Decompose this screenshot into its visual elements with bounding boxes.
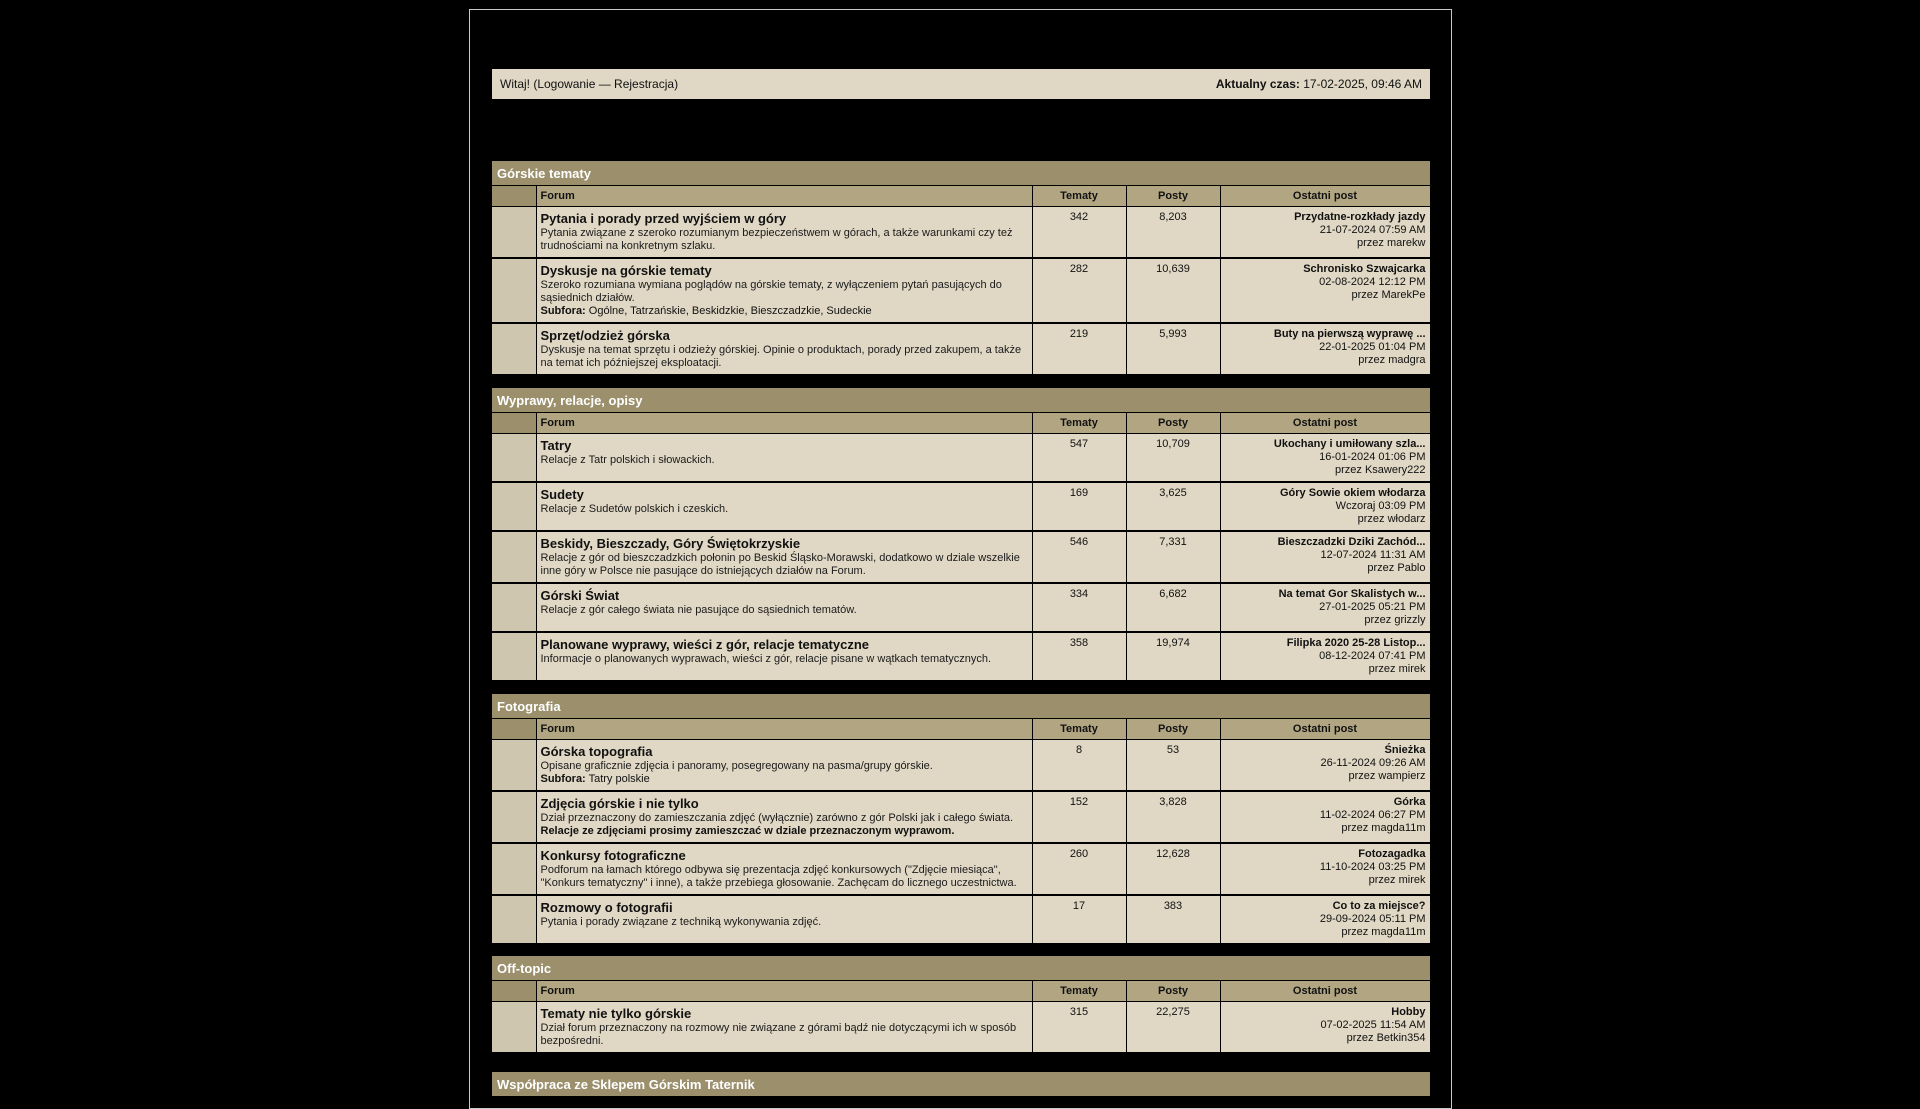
last-post-date: 07-02-2025 11:54 AM — [1320, 1018, 1426, 1031]
posts-count: 7,331 — [1126, 531, 1220, 583]
topics-count: 315 — [1032, 1001, 1126, 1052]
last-post-column-header: Ostatni post — [1220, 719, 1430, 739]
last-post-author[interactable]: przez mirek — [1368, 662, 1426, 675]
forum-table-header — [492, 413, 1430, 433]
forum-note: Relacje ze zdjęciami prosimy zamieszczać w dziale przeznaczonym wyprawom. — [540, 824, 955, 837]
category-title[interactable]: Górskie tematy — [492, 161, 1430, 185]
forum-link[interactable]: Tatry — [540, 437, 572, 453]
subforums — [541, 305, 1022, 318]
category-section — [492, 956, 1430, 1052]
last-post-date: Wczoraj 03:09 PM — [1335, 499, 1426, 512]
last-post-column-header: Ostatni post — [1220, 981, 1430, 1001]
forum-row — [492, 895, 1430, 943]
forum-description: Szeroko rozumiana wymiana poglądów na górskie tematy, z wyłączeniem pytań pasujących do sąsiednich działów. — [540, 278, 1002, 304]
posts-count: 383 — [1126, 895, 1220, 943]
forum-table — [492, 981, 1431, 1052]
forum-row — [492, 482, 1430, 531]
last-post-link[interactable]: Ukochany i umiłowany szla... — [1273, 437, 1426, 450]
forum-info — [536, 323, 1032, 374]
last-post-author[interactable]: przez mirek — [1368, 873, 1426, 886]
topics-count: 17 — [1032, 895, 1126, 943]
last-post-link[interactable]: Filipka 2020 25-28 Listop... — [1286, 636, 1426, 649]
topics-column-header: Tematy — [1032, 981, 1126, 1001]
category-section — [492, 161, 1430, 374]
posts-count: 22,275 — [1126, 1001, 1220, 1052]
last-post-link[interactable]: Bieszczadzki Dziki Zachód... — [1277, 535, 1426, 548]
last-post-info — [1220, 632, 1430, 680]
last-post-info — [1220, 1001, 1430, 1052]
forum-column-header: Forum — [536, 719, 1032, 739]
forum-info — [536, 531, 1032, 583]
posts-count: 19,974 — [1126, 632, 1220, 680]
posts-count: 10,709 — [1126, 433, 1220, 482]
last-post-author[interactable]: przez Betkin354 — [1346, 1031, 1426, 1044]
forum-description: Opisane graficznie zdjęcia i panoramy, posegregowany na pasma/grupy górskie. — [540, 759, 933, 772]
forum-table — [492, 186, 1431, 374]
topics-count: 546 — [1032, 531, 1126, 583]
last-post-date: 11-02-2024 06:27 PM — [1319, 808, 1426, 821]
forum-row — [492, 632, 1430, 680]
last-post-link[interactable]: Góry Sowie okiem włodarza — [1280, 486, 1426, 499]
posts-column-header: Posty — [1126, 186, 1220, 206]
forum-row — [492, 433, 1430, 482]
category-title[interactable]: Fotografia — [492, 694, 1430, 718]
last-post-info — [1220, 433, 1430, 482]
current-time-value: 17-02-2025, 09:46 AM — [1303, 77, 1422, 91]
current-time-label: Aktualny czas: — [1215, 77, 1300, 91]
icon-column-header — [492, 981, 536, 1001]
last-post-date: 11-10-2024 03:25 PM — [1319, 860, 1426, 873]
last-post-date: 12-07-2024 11:31 AM — [1320, 548, 1426, 561]
forum-link[interactable]: Sprzęt/odzież górska — [540, 327, 670, 343]
forum-description: Relacje z Tatr polskich i słowackich. — [540, 453, 715, 466]
topics-count: 334 — [1032, 583, 1126, 632]
forum-link[interactable]: Planowane wyprawy, wieści z gór, relacje tematyczne — [540, 636, 870, 652]
last-post-date: 27-01-2025 05:21 PM — [1319, 600, 1426, 613]
last-post-author[interactable]: przez madgra — [1358, 353, 1426, 366]
last-post-info — [1220, 583, 1430, 632]
last-post-info — [1220, 258, 1430, 323]
forum-column-header: Forum — [536, 981, 1032, 1001]
last-post-link[interactable]: Hobby — [1391, 1005, 1426, 1018]
forum-status-icon — [492, 433, 536, 482]
forum-status-icon — [492, 1001, 536, 1052]
icon-column-header — [492, 719, 536, 739]
topics-column-header: Tematy — [1032, 413, 1126, 433]
forum-description: Dział forum przeznaczony na rozmowy nie związane z górami bądź nie dotyczącymi ich w sposób bezpośredni. — [540, 1021, 1017, 1047]
last-post-info — [1220, 531, 1430, 583]
last-post-author[interactable]: przez włodarz — [1357, 512, 1426, 525]
last-post-date: 02-08-2024 12:12 PM — [1319, 275, 1426, 288]
forum-link[interactable]: Górska topografia — [540, 743, 653, 759]
posts-count: 6,682 — [1126, 583, 1220, 632]
forum-row — [492, 583, 1430, 632]
forum-link[interactable]: Górski Świat — [540, 587, 620, 603]
forum-table — [492, 413, 1431, 680]
forum-info — [536, 739, 1032, 791]
category-section — [492, 1072, 1430, 1097]
last-post-info — [1220, 323, 1430, 374]
last-post-date: 26-11-2024 09:26 AM — [1320, 756, 1426, 769]
forum-table — [492, 719, 1431, 943]
last-post-link[interactable]: Co to za miejsce? — [1332, 899, 1426, 912]
forum-link[interactable]: Rozmowy o fotografii — [540, 899, 673, 915]
last-post-info — [1220, 895, 1430, 943]
forum-status-icon — [492, 206, 536, 258]
topics-count: 152 — [1032, 791, 1126, 843]
forum-description: Relacje z gór od bieszczadzkich połonin po Beskid Śląsko-Morawski, dodatkowo w dziale wszelkie inne góry w Polsce nie pasujące do istniejących działów na Forum. — [540, 551, 1020, 577]
last-post-author[interactable]: przez wampierz — [1348, 769, 1426, 782]
posts-count: 12,628 — [1126, 843, 1220, 895]
forum-description: Relacje z Sudetów polskich i czeskich. — [540, 502, 729, 515]
forum-info — [536, 433, 1032, 482]
topics-column-header: Tematy — [1032, 186, 1126, 206]
last-post-author[interactable]: przez Pablo — [1367, 561, 1426, 574]
forum-description: Pytania i porady związane z techniką wykonywania zdjęć. — [540, 915, 822, 928]
forum-status-icon — [492, 323, 536, 374]
last-post-date: 22-01-2025 01:04 PM — [1319, 340, 1426, 353]
last-post-info — [1220, 739, 1430, 791]
forum-link[interactable]: Sudety — [540, 486, 584, 502]
forum-description: Dział przeznaczony do zamieszczania zdjęć (wyłącznie) zarówno z gór Polski jak i całego świata. — [540, 811, 1014, 824]
topics-count: 260 — [1032, 843, 1126, 895]
last-post-link[interactable]: Na temat Gor Skalistych w... — [1278, 587, 1426, 600]
forum-row — [492, 206, 1430, 258]
topics-count: 219 — [1032, 323, 1126, 374]
forum-info — [536, 632, 1032, 680]
forum-info — [536, 895, 1032, 943]
forum-info — [536, 482, 1032, 531]
last-post-column-header: Ostatni post — [1220, 413, 1430, 433]
last-post-date: 08-12-2024 07:41 PM — [1319, 649, 1426, 662]
forum-column-header: Forum — [536, 186, 1032, 206]
last-post-link[interactable]: Schronisko Szwajcarka — [1303, 262, 1426, 275]
forum-info — [536, 258, 1032, 323]
forum-link[interactable]: Konkursy fotograficzne — [540, 847, 686, 863]
last-post-info — [1220, 843, 1430, 895]
subforums-links[interactable]: Ogólne, Tatrzańskie, Beskidzkie, Bieszczadzkie, Sudeckie — [588, 304, 872, 317]
forum-status-icon — [492, 791, 536, 843]
topics-count: 342 — [1032, 206, 1126, 258]
forum-description: Informacje o planowanych wyprawach, wieści z gór, relacje pisane w wątkach tematycznych. — [540, 652, 992, 665]
page-container — [469, 9, 1452, 1109]
last-post-link[interactable]: Górka — [1393, 795, 1426, 808]
subforums-links[interactable]: Tatry polskie — [588, 772, 650, 785]
forum-table-header — [492, 981, 1430, 1001]
forum-row — [492, 739, 1430, 791]
welcome-login-register-link[interactable]: Witaj! (Logowanie — Rejestracja) — [500, 77, 679, 91]
forum-row — [492, 1001, 1430, 1052]
forum-info — [536, 206, 1032, 258]
forum-link[interactable]: Pytania i porady przed wyjściem w góry — [540, 210, 787, 226]
last-post-author[interactable]: przez grizzly — [1364, 613, 1426, 626]
forum-table-header — [492, 719, 1430, 739]
subforums-label: Subfora: — [540, 772, 586, 785]
last-post-date: 21-07-2024 07:59 AM — [1319, 223, 1426, 236]
icon-column-header — [492, 186, 536, 206]
forum-description: Dyskusje na temat sprzętu i odzieży górskiej. Opinie o produktach, porady przed zakupem, a także na temat ich późniejszej eksploatacji. — [540, 343, 1022, 369]
topics-count: 547 — [1032, 433, 1126, 482]
topics-count: 8 — [1032, 739, 1126, 791]
forum-info — [536, 791, 1032, 843]
forum-table-header — [492, 186, 1430, 206]
posts-count: 8,203 — [1126, 206, 1220, 258]
forum-link[interactable]: Dyskusje na górskie tematy — [540, 262, 712, 278]
forum-description: Podforum na łamach którego odbywa się prezentacja zdjęć konkursowych ("Zdjęcie miesiąca", "Konkurs tematyczny" i inne), a także przebiega głosowanie. Zachęcam do licznego uczestnictwa. — [540, 863, 1017, 889]
last-post-info — [1220, 482, 1430, 531]
topics-count: 169 — [1032, 482, 1126, 531]
subforums — [541, 773, 1022, 786]
forum-status-icon — [492, 531, 536, 583]
last-post-link[interactable]: Buty na pierwszą wyprawę ... — [1273, 327, 1426, 340]
forum-row — [492, 843, 1430, 895]
category-title[interactable]: Wyprawy, relacje, opisy — [492, 388, 1430, 412]
category-section — [492, 388, 1430, 680]
last-post-info — [1220, 206, 1430, 258]
last-post-author[interactable]: przez magda11m — [1341, 821, 1426, 834]
forum-description: Relacje z gór całego świata nie pasujące do sąsiednich tematów. — [540, 603, 857, 616]
forum-status-icon — [492, 895, 536, 943]
posts-count: 10,639 — [1126, 258, 1220, 323]
posts-count: 3,828 — [1126, 791, 1220, 843]
posts-column-header: Posty — [1126, 413, 1220, 433]
category-title[interactable]: Off-topic — [492, 956, 1430, 980]
forum-link[interactable]: Zdjęcia górskie i nie tylko — [540, 795, 699, 811]
category-section — [492, 694, 1430, 943]
last-post-column-header: Ostatni post — [1220, 186, 1430, 206]
subforums-label: Subfora: — [540, 304, 586, 317]
forum-info — [536, 583, 1032, 632]
last-post-author[interactable]: przez MarekPe — [1351, 288, 1426, 301]
forum-info — [536, 1001, 1032, 1052]
current-time — [1216, 77, 1422, 91]
last-post-author[interactable]: przez marekw — [1357, 236, 1426, 249]
last-post-link[interactable]: Fotozagadka — [1358, 847, 1426, 860]
last-post-author[interactable]: przez Ksawery222 — [1335, 463, 1426, 476]
forum-status-icon — [492, 583, 536, 632]
last-post-info — [1220, 791, 1430, 843]
forum-row — [492, 323, 1430, 374]
forum-column-header: Forum — [536, 413, 1032, 433]
forum-row — [492, 258, 1430, 323]
forum-description: Pytania związane z szeroko rozumianym bezpieczeństwem w górach, a także warunkami czy też trudnościami na konkretnym szlaku. — [540, 226, 1013, 252]
last-post-date: 29-09-2024 05:11 PM — [1319, 912, 1426, 925]
forum-status-icon — [492, 739, 536, 791]
top-bar — [492, 69, 1430, 99]
topics-count: 358 — [1032, 632, 1126, 680]
posts-column-header: Posty — [1126, 719, 1220, 739]
forum-status-icon — [492, 482, 536, 531]
forum-link[interactable]: Beskidy, Bieszczady, Góry Świętokrzyskie — [540, 535, 801, 551]
last-post-author[interactable]: przez magda11m — [1341, 925, 1426, 938]
forum-status-icon — [492, 632, 536, 680]
forum-status-icon — [492, 258, 536, 323]
posts-count: 3,625 — [1126, 482, 1220, 531]
forum-row — [492, 791, 1430, 843]
last-post-link[interactable]: Przydatne-rozkłady jazdy — [1294, 210, 1426, 223]
category-title[interactable]: Współpraca ze Sklepem Górskim Taternik — [492, 1072, 1430, 1096]
posts-column-header: Posty — [1126, 981, 1220, 1001]
topics-count: 282 — [1032, 258, 1126, 323]
last-post-link[interactable]: Śnieżka — [1384, 743, 1426, 756]
forum-row — [492, 531, 1430, 583]
forum-link[interactable]: Tematy nie tylko górskie — [540, 1005, 692, 1021]
icon-column-header — [492, 413, 536, 433]
posts-count: 5,993 — [1126, 323, 1220, 374]
posts-count: 53 — [1126, 739, 1220, 791]
topics-column-header: Tematy — [1032, 719, 1126, 739]
forum-info — [536, 843, 1032, 895]
last-post-date: 16-01-2024 01:06 PM — [1319, 450, 1426, 463]
forum-status-icon — [492, 843, 536, 895]
